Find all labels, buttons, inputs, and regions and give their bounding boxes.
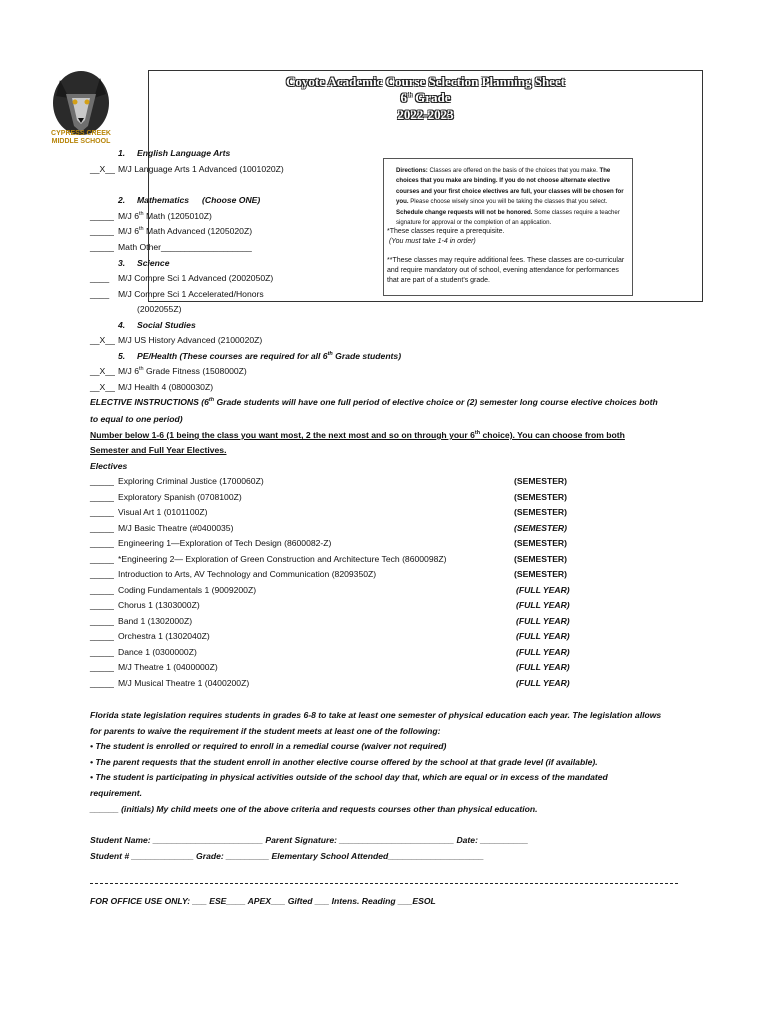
elective-term: (FULL YEAR)	[516, 677, 570, 688]
math-line-2-blank[interactable]: _____	[90, 226, 114, 236]
elective-term: (SEMESTER)	[514, 522, 567, 533]
pe-line-1: M/J 6th Grade Fitness (1508000Z)	[118, 366, 247, 376]
section-1-heading: English Language Arts	[137, 148, 231, 158]
legislation-bullet-1: • The student is enrolled or required to enroll in a remedial course (waiver not required)	[90, 741, 447, 751]
elective-rank-blank[interactable]: _____	[90, 522, 114, 533]
school-year: 2022-2023	[397, 107, 454, 122]
social-mark[interactable]: __X__	[90, 335, 115, 345]
math-line-3-blank[interactable]: _____	[90, 242, 114, 252]
electives-heading: Electives	[90, 461, 128, 471]
elective-rank-blank[interactable]: _____	[90, 584, 114, 595]
math-choose-one: (Choose ONE)	[202, 195, 261, 205]
section-5-heading: PE/Health (These courses are required for all 6th Grade students)	[137, 351, 402, 361]
elective-term: (FULL YEAR)	[516, 662, 570, 672]
elective-course-name: Exploring Criminal Justice (1700060Z)	[118, 476, 264, 486]
science-line-2: M/J Compre Sci 1 Accelerated/Honors	[118, 289, 264, 299]
elective-term: (FULL YEAR)	[516, 646, 570, 657]
elective-term: (SEMESTER)	[514, 553, 567, 564]
elective-course-name: Visual Art 1 (0101100Z)	[118, 507, 208, 517]
elective-term: (SEMESTER)	[514, 507, 567, 517]
elective-course-name: Orchestra 1 (1302040Z)	[118, 631, 210, 641]
elective-rank-blank[interactable]: _____	[90, 615, 114, 626]
elective-rank-blank[interactable]: _____	[90, 600, 114, 610]
elective-term: (FULL YEAR)	[516, 600, 570, 610]
elective-instructions-line-2: to equal to one period)	[90, 414, 183, 424]
grade-title: 6th Grade	[400, 90, 451, 105]
dashed-divider	[90, 883, 678, 884]
elective-instructions-line-4: Semester and Full Year Electives.	[90, 445, 227, 455]
section-2-heading: Mathematics	[137, 195, 190, 205]
elective-rank-blank[interactable]: _____	[90, 677, 114, 688]
math-line-1: M/J 6th Math (1205010Z)	[118, 211, 212, 221]
elective-rank-blank[interactable]: _____	[90, 569, 114, 579]
science-line-2-blank[interactable]: ____	[90, 289, 110, 299]
pe-line-2: M/J Health 4 (0800030Z)	[118, 382, 214, 392]
elective-term: (SEMESTER)	[514, 491, 567, 502]
pe-waiver-initials[interactable]: ______ (initials) My child meets one of the above criteria and requests courses other than physical education.	[90, 804, 538, 814]
section-3-heading: Science	[137, 258, 170, 268]
section-5-number: 5.	[118, 351, 126, 361]
prerequisite-note: *These classes require a prerequisite.	[387, 228, 505, 235]
elective-course-name: *Engineering 2— Exploration of Green Construction and Architecture Tech (8600098Z)	[118, 553, 447, 564]
ela-mark[interactable]: __X__	[90, 164, 115, 174]
school-name-logo-text: CYPRESS CREEK MIDDLE SCHOOL	[51, 130, 111, 145]
directions-text: Directions: Classes are offered on the basis of the choices that you make. The choices that you make are binding. If you do not choose alternate elective courses and your first choice electives are full, your classes will be chosen for you. Please choose wisely since you will be taking the classes that you select. Schedule change requests will not be honored. Some classes require a teacher signature for approval or the completion of an application.	[396, 167, 624, 227]
elective-course-name: Chorus 1 (1303000Z)	[118, 600, 200, 610]
math-line-2: M/J 6th Math Advanced (1205020Z)	[118, 226, 253, 236]
section-2-number: 2.	[118, 195, 126, 205]
elective-course-name: Engineering 1—Exploration of Tech Design (8600082-Z)	[118, 538, 332, 548]
legislation-bullet-3: • The student is participating in physical activities outside of the school day that, which are equal or in excess of the mandated	[90, 772, 608, 782]
social-course: M/J US History Advanced (2100020Z)	[118, 335, 263, 345]
elective-rank-blank[interactable]: _____	[90, 662, 114, 672]
elective-rank-blank[interactable]: _____	[90, 491, 114, 502]
elective-course-name: M/J Basic Theatre (#0400035)	[118, 522, 234, 533]
pe-line-2-mark[interactable]: __X__	[90, 382, 115, 392]
signature-line-1[interactable]: Student Name: _______________________ Parent Signature: ________________________ Date: __________	[90, 835, 529, 845]
elective-course-name: M/J Musical Theatre 1 (0400200Z)	[118, 677, 250, 688]
elective-rank-blank[interactable]: _____	[90, 507, 114, 517]
elective-rank-blank[interactable]: _____	[90, 631, 114, 641]
elective-term: (SEMESTER)	[514, 569, 567, 579]
elective-term: (SEMESTER)	[514, 538, 567, 548]
elective-term: (FULL YEAR)	[516, 615, 570, 626]
legislation-line-1: Florida state legislation requires students in grades 6-8 to take at least one semester of physical education each year. The legislation allows	[90, 710, 662, 720]
elective-term: (FULL YEAR)	[516, 584, 570, 595]
science-line-1: M/J Compre Sci 1 Advanced (2002050Z)	[118, 273, 274, 283]
science-line-2-cont: (2002055Z)	[137, 304, 182, 314]
elective-term: (SEMESTER)	[514, 476, 567, 486]
page-title: Coyote Academic Course Selection Planning Sheet	[285, 74, 566, 89]
elective-rank-blank[interactable]: _____	[90, 646, 114, 657]
office-use-line: FOR OFFICE USE ONLY: ___ ESE____ APEX___ Gifted ___ Intens. Reading ___ESOL	[90, 896, 436, 906]
elective-rank-blank[interactable]: _____	[90, 553, 114, 564]
legislation-bullet-2: • The parent requests that the student enroll in another elective course offered by the school at that grade level (if available).	[90, 757, 598, 767]
elective-course-name: M/J Theatre 1 (0400000Z)	[118, 662, 218, 672]
elective-rank-blank[interactable]: _____	[90, 476, 114, 486]
elective-course-name: Coding Fundamentals 1 (9009200Z)	[118, 584, 257, 595]
fees-note: **These classes may require additional fees. These classes are co-curricular and require mandatory out of school, evening attendance for performances that are part of a student’s grade.	[387, 257, 625, 284]
section-4-heading: Social Studies	[137, 320, 196, 330]
pe-line-1-mark[interactable]: __X__	[90, 366, 115, 376]
section-1-number: 1.	[118, 148, 126, 158]
section-3-number: 3.	[118, 258, 126, 268]
math-line-1-blank[interactable]: _____	[90, 211, 114, 221]
elective-instructions-line-1: ELECTIVE INSTRUCTIONS (6th Grade students will have one full period of elective choice or (2) semester long course elective choices both	[90, 397, 658, 407]
math-line-3: Math Other___________________	[118, 242, 252, 252]
section-4-number: 4.	[118, 320, 126, 330]
signature-line-2[interactable]: Student # _____________ Grade: _________ Elementary School Attended____________________	[90, 851, 484, 861]
legislation-bullet-3-cont: requirement.	[90, 788, 143, 798]
legislation-line-2: for parents to waive the requirement if the student meets at least one of the following:	[90, 726, 441, 736]
prerequisite-order-note: (You must take 1-4 in order)	[389, 238, 476, 245]
ela-course: M/J Language Arts 1 Advanced (1001020Z)	[118, 164, 284, 174]
elective-term: (FULL YEAR)	[516, 631, 570, 641]
elective-instructions-line-3: Number below 1-6 (1 being the class you want most, 2 the next most and so on through your 6th choice). You can choose from both	[90, 430, 625, 440]
elective-rank-blank[interactable]: _____	[90, 538, 114, 548]
elective-course-name: Exploratory Spanish (0708100Z)	[118, 491, 242, 502]
elective-course-name: Dance 1 (0300000Z)	[118, 646, 197, 657]
elective-course-name: Band 1 (1302000Z)	[118, 615, 193, 626]
elective-course-name: Introduction to Arts, AV Technology and Communication (8209350Z)	[118, 569, 377, 579]
science-line-1-blank[interactable]: ____	[90, 273, 110, 283]
